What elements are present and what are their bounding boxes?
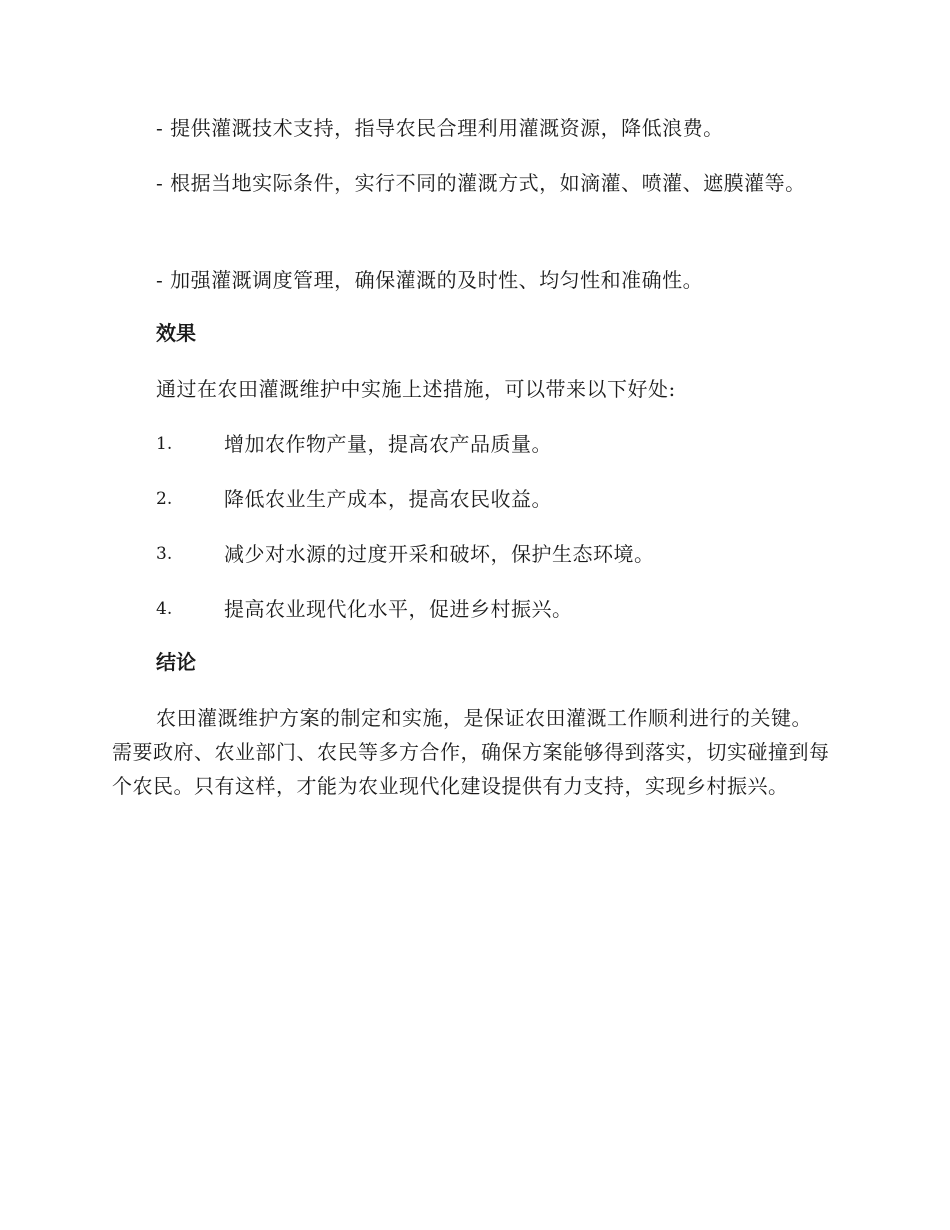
bullet-paragraph: - 根据当地实际条件，实行不同的灌溉方式，如滴灌、喷灌、遮膜灌等。: [156, 171, 806, 195]
section-heading-conclusion: 结论: [156, 650, 196, 674]
list-item: [156, 482, 836, 516]
bullet-paragraph: - 加强灌溉调度管理，确保灌溉的及时性、均匀性和准确性。: [156, 268, 704, 292]
list-text: 提高农业现代化水平，促进乡村振兴。: [224, 597, 573, 621]
list-text: 减少对水源的过度开采和破坏，保护生态环境。: [224, 542, 655, 566]
list-number: 2.: [156, 489, 173, 509]
list-number: 4.: [156, 599, 173, 619]
list-item: [156, 592, 836, 626]
list-text: 增加农作物产量，提高农产品质量。: [224, 432, 552, 456]
conclusion-body: 农田灌溉维护方案的制定和实施，是保证农田灌溉工作顺利进行的关键。需要政府、农业部门、农民等多方合作，确保方案能够得到落实，切实碰撞到每个农民。只有这样，才能为农业现代化建设提供有力支持，实现乡村振兴。: [112, 706, 830, 798]
list-number: 3.: [156, 544, 173, 564]
effects-intro: 通过在农田灌溉维护中实施上述措施，可以带来以下好处:: [156, 377, 676, 401]
bullet-paragraph: - 提供灌溉技术支持，指导农民合理利用灌溉资源，降低浪费。: [156, 116, 724, 140]
list-item: [156, 537, 836, 571]
list-text: 降低农业生产成本，提高农民收益。: [224, 487, 552, 511]
section-heading-effects: 效果: [156, 321, 196, 345]
list-item: [156, 427, 836, 461]
list-number: 1.: [156, 434, 173, 454]
